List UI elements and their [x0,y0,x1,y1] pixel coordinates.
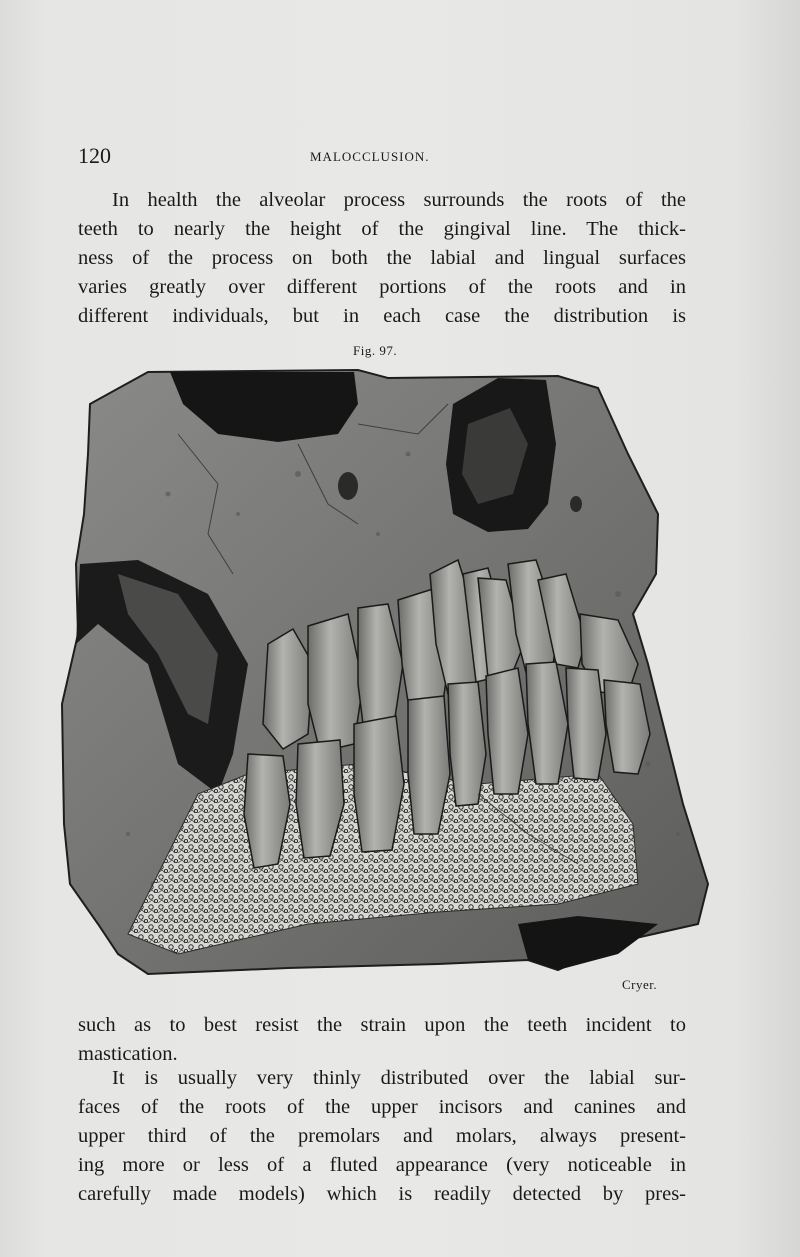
text-line: carefully made models) which is readily detected by pres- [78,1183,686,1205]
text-line: faces of the roots of the upper incisors and canines and [78,1096,686,1118]
text-line: such as to best resist the strain upon the teeth incident to [78,1014,686,1036]
text-line: varies greatly over different portions of the roots and in [78,276,686,298]
text-line: ness of the process on both the labial and lingual surfaces [78,247,686,269]
page-header [78,143,698,173]
text-line: different individuals, but in each case the distribution is [78,305,686,327]
text-line: teeth to nearly the height of the gingival line. The thick- [78,218,686,240]
paragraph-alveolar-process [78,186,686,331]
text-line: upper third of the premolars and molars, always present- [78,1125,686,1147]
paragraph-labial-surfaces [78,1064,686,1209]
skull-jaw-figure [58,364,718,976]
text-line: In health the alveolar process surrounds the roots of the [112,189,686,211]
running-title: MALOCCLUSION. [310,149,430,164]
figure-label: Fig. 97. [353,343,398,358]
text-line: mastication. [78,1043,178,1065]
text-line: It is usually very thinly distributed over the labial sur- [112,1067,686,1089]
paragraph-mastication [78,1011,686,1069]
figure-credit: Cryer. [622,977,658,992]
page-number: 120 [78,143,111,168]
text-line: ing more or less of a fluted appearance (very noticeable in [78,1154,686,1176]
